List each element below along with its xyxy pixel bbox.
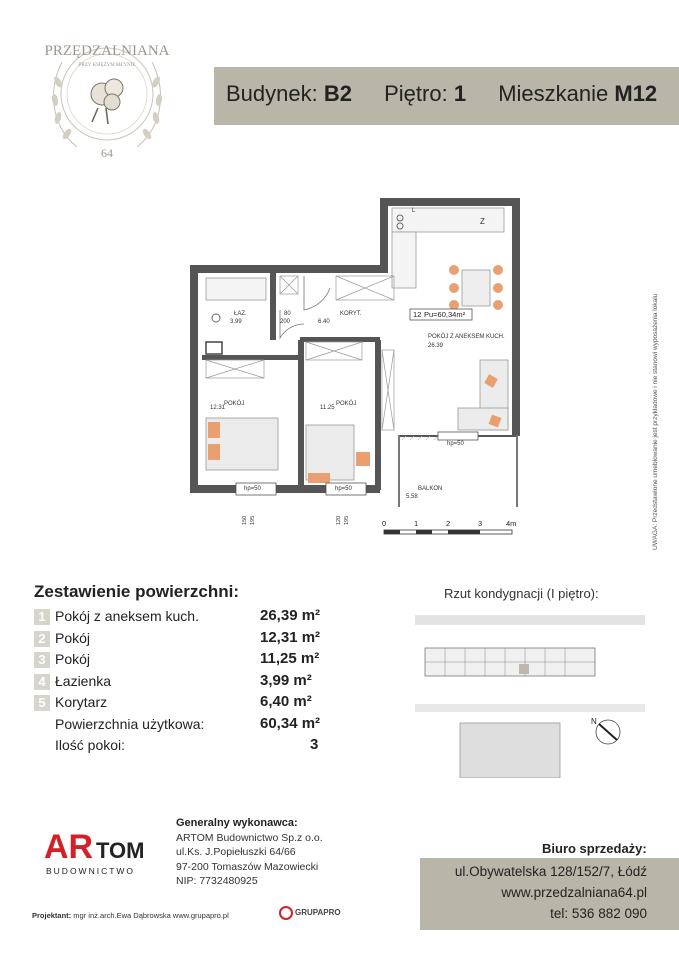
row-label: Korytarz bbox=[55, 694, 108, 710]
bed-icon bbox=[206, 418, 278, 470]
contractor-line: 97-200 Tomaszów Mazowiecki bbox=[176, 860, 319, 873]
row-number: 3 bbox=[34, 652, 50, 668]
designer-label: Projektant: bbox=[32, 911, 72, 920]
room-label-2: POKÓJ bbox=[224, 401, 245, 407]
room-label-3: POKÓJ bbox=[336, 401, 357, 407]
hp-label-balcony: hp=50 bbox=[447, 441, 464, 447]
building-value: B2 bbox=[323, 81, 352, 106]
room-label-bath: ŁAZ. bbox=[234, 311, 247, 317]
row-value: 6,40 m² bbox=[260, 693, 312, 710]
sales-website[interactable]: www.przedzalniana64.pl bbox=[501, 885, 647, 900]
contractor-line: ARTOM Budownictwo Sp.z o.o. bbox=[176, 831, 323, 844]
north-label: N bbox=[591, 717, 597, 726]
designer-credit bbox=[32, 911, 229, 920]
logo-name: PRZĘDZALNIANA bbox=[44, 43, 170, 59]
summary-title: Zestawienie powierzchni: bbox=[34, 582, 239, 601]
grupapro-logo: GRUPAPRO bbox=[279, 906, 341, 920]
balcony-area: 5.58 bbox=[406, 494, 418, 500]
apartment-value: M12 bbox=[614, 81, 658, 106]
rooms-count-label: Ilość pokoi: bbox=[55, 737, 126, 753]
artom-logo-ar: AR bbox=[44, 828, 94, 866]
designer-text: mgr inż.arch.Ewa Dąbrowska www.grupapro.pl bbox=[73, 911, 229, 920]
area-tag: 12 bbox=[413, 310, 422, 319]
artom-logo-sub: BUDOWNICTWO bbox=[46, 866, 136, 876]
window-dim: 120 bbox=[336, 515, 342, 525]
bed-icon bbox=[306, 425, 370, 483]
summary-row bbox=[34, 672, 344, 694]
floor-plan bbox=[180, 190, 530, 545]
door-dim-80: 80 bbox=[284, 311, 291, 317]
usable-area-value: 60,34 m² bbox=[260, 714, 321, 732]
floor-label: Piętro: bbox=[384, 81, 448, 106]
room-area-bath: 3.99 bbox=[230, 319, 242, 325]
bathtub-icon bbox=[206, 278, 266, 300]
sales-office-title: Biuro sprzedaży: bbox=[542, 841, 647, 856]
furniture-note: UWAGA: Przedstawione umeblowanie jest przykładowe i nie stanowi wyposażenia lokalu bbox=[652, 293, 659, 550]
contractor-title: Generalny wykonawca: bbox=[176, 817, 298, 829]
row-value: 12,31 m² bbox=[260, 628, 321, 646]
row-value: 11,25 m² bbox=[260, 650, 320, 667]
row-number: 5 bbox=[34, 695, 50, 711]
room-area-2: 12.31 bbox=[210, 405, 226, 411]
room-area-corridor: 6.40 bbox=[318, 319, 330, 325]
header-title bbox=[226, 81, 657, 107]
building-label: Budynek: bbox=[226, 81, 318, 106]
window-dim: 150 bbox=[242, 515, 248, 525]
scale-label-4: 4m bbox=[506, 519, 517, 528]
summary-row bbox=[34, 607, 344, 629]
artom-logo-tom: TOM bbox=[96, 838, 145, 863]
row-label: Pokój bbox=[55, 629, 91, 646]
row-label: Łazienka bbox=[55, 672, 112, 689]
rooms-count-value: 3 bbox=[310, 736, 319, 753]
area-total: Pu=60,34m² bbox=[424, 310, 466, 319]
rooms-count-row bbox=[34, 736, 344, 758]
row-number: 2 bbox=[34, 631, 50, 647]
summary-row bbox=[34, 693, 344, 715]
row-label: Pokój z aneksem kuch. bbox=[55, 608, 199, 624]
hp-label-room2: hp=50 bbox=[244, 486, 261, 492]
scale-label-0: 0 bbox=[382, 519, 387, 528]
contractor-line: NIP: 7732480925 bbox=[176, 875, 258, 887]
kitchen-l-label: L bbox=[412, 208, 416, 214]
grupapro-icon bbox=[279, 906, 293, 920]
header-bar bbox=[214, 67, 679, 125]
row-value: 26,39 m² bbox=[260, 607, 321, 624]
cotton-flower-icon bbox=[91, 79, 123, 124]
window-dim: 195 bbox=[344, 515, 350, 525]
sales-phone[interactable]: tel: 536 882 090 bbox=[550, 906, 647, 921]
logo-tagline: PRZY KSIĘŻYM MŁYNIE bbox=[78, 63, 136, 68]
sales-address: ul.Obywatelska 128/152/7, Łódź bbox=[454, 864, 647, 879]
room-label-corridor: KORYT. bbox=[340, 311, 362, 317]
window-dim: 195 bbox=[250, 515, 256, 525]
room-area-3: 11.25 bbox=[320, 405, 335, 411]
room-area-1: 26.39 bbox=[428, 343, 444, 349]
hp-label-room3: hp=50 bbox=[335, 486, 352, 492]
north-arrow-icon bbox=[591, 717, 620, 744]
logo-number: 64 bbox=[101, 146, 113, 160]
scale-label-1: 1 bbox=[414, 519, 419, 528]
floor-key-plan bbox=[415, 608, 645, 778]
door-dim-200: 200 bbox=[280, 319, 291, 325]
balcony-label: BALKON bbox=[418, 486, 443, 492]
summary-row bbox=[34, 629, 344, 651]
row-value: 3,99 m² bbox=[260, 671, 312, 689]
usable-area-label: Powierzchnia użytkowa: bbox=[55, 715, 205, 732]
artom-logo bbox=[44, 822, 154, 878]
contractor-line: ul.Ks. J.Popiełuszki 64/66 bbox=[176, 846, 296, 858]
contractor-info bbox=[176, 816, 323, 889]
apartment-label: Mieszkanie bbox=[498, 81, 609, 106]
row-number: 4 bbox=[34, 674, 50, 690]
scale-label-2: 2 bbox=[446, 519, 451, 528]
floor-key-title: Rzut kondygnacji (I piętro): bbox=[444, 586, 599, 601]
scale-label-3: 3 bbox=[478, 519, 483, 528]
scale-bar bbox=[382, 519, 516, 534]
row-label: Pokój bbox=[55, 651, 91, 667]
room-label-1: POKÓJ Z ANEKSEM KUCH. bbox=[428, 334, 505, 340]
sales-office-box bbox=[420, 858, 679, 930]
usable-area-row bbox=[34, 715, 344, 737]
dining-table-icon bbox=[449, 265, 503, 310]
przedzalniana-logo bbox=[22, 22, 192, 172]
floor-value: 1 bbox=[453, 81, 467, 106]
kitchen-z-label: Z bbox=[480, 217, 485, 226]
row-number: 1 bbox=[34, 609, 50, 625]
sofa-icon bbox=[458, 360, 508, 430]
summary-table bbox=[34, 607, 344, 758]
summary-row bbox=[34, 650, 344, 672]
